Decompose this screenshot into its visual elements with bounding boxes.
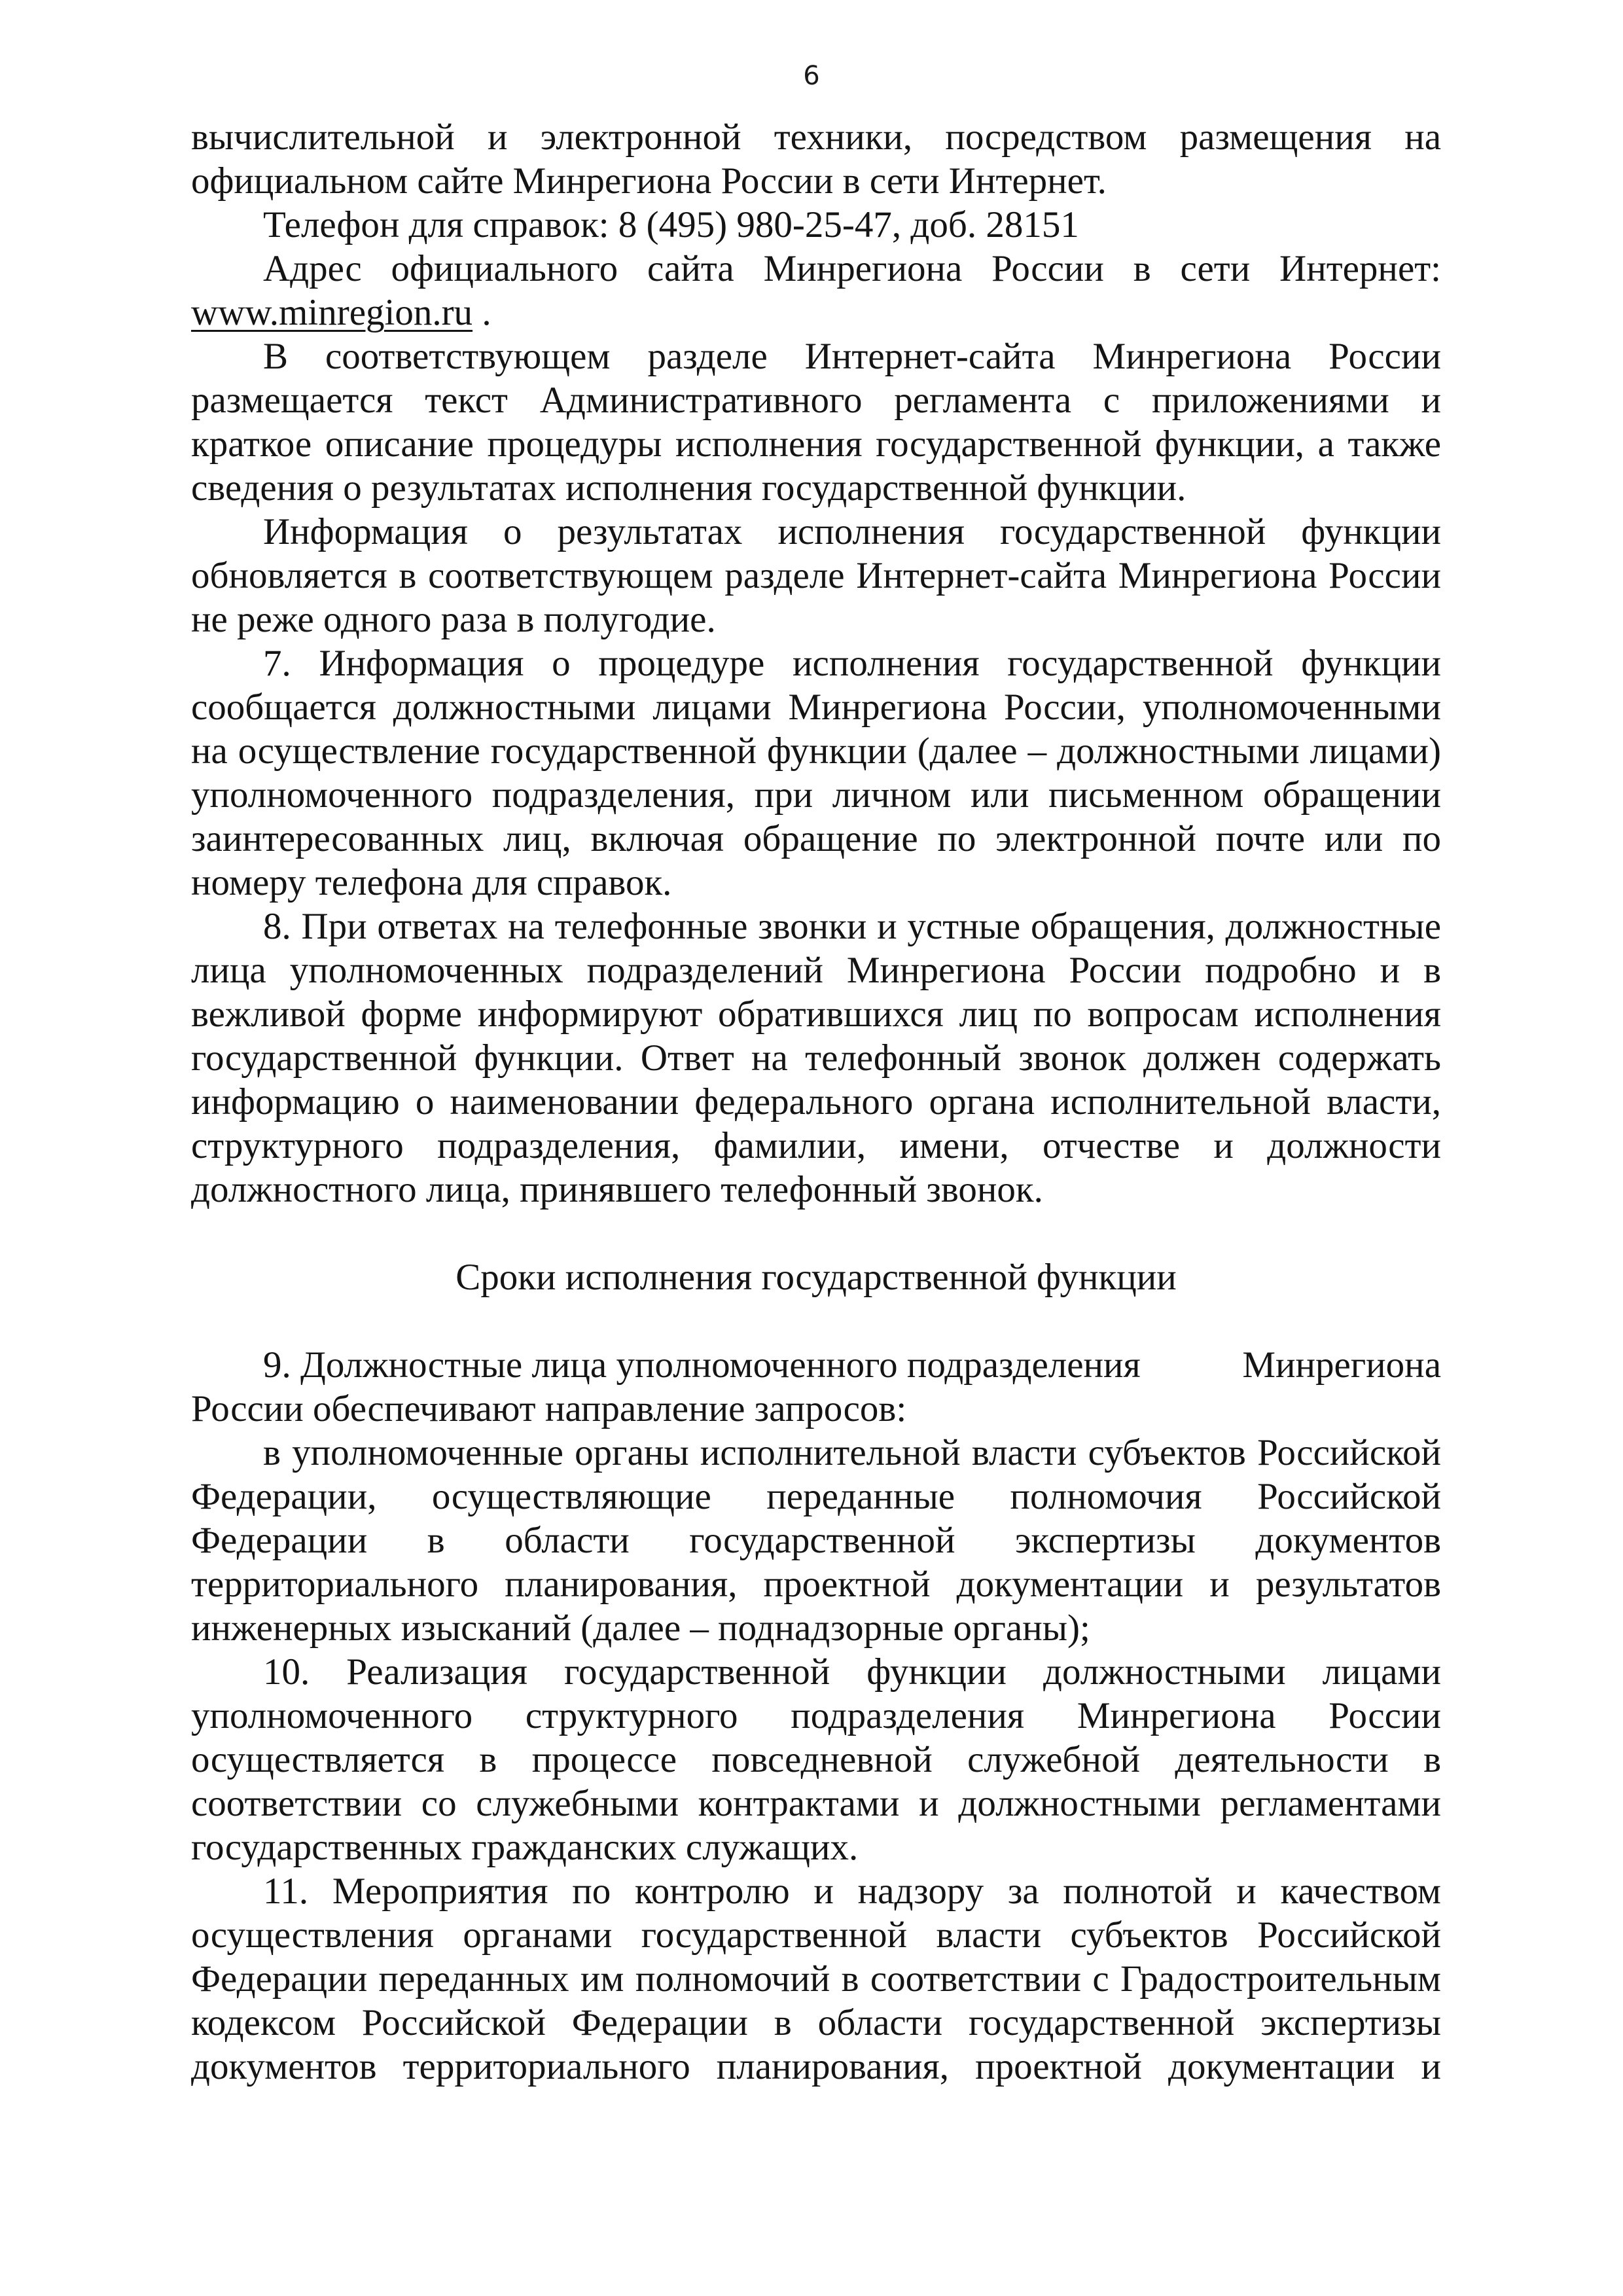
section-heading: Сроки исполнения государственной функции (455, 1257, 1177, 1298)
paragraph-line: Федерации в области государственной экспертизы документов (191, 1520, 1441, 1561)
website-link[interactable]: www.minregion.ru (191, 292, 473, 333)
spacer (191, 1211, 1441, 1255)
paragraph-line: Федерации переданных им полномочий в соответствии с Градостроительным (191, 1958, 1441, 2000)
paragraph-line: Федерации, осуществляющие переданные полномочия Российской (191, 1476, 1441, 1517)
paragraph-line: размещается текст Административного регламента с приложениями и (191, 380, 1441, 421)
paragraph-line: официальном сайте Минрегиона России в сети Интернет. (191, 160, 1107, 202)
paragraph-line: Информация о результатах исполнения государственной функции (263, 511, 1441, 552)
paragraph-line: лица уполномоченных подразделений Минрегиона России подробно и в (191, 950, 1441, 991)
paragraph-line: государственной функции. Ответ на телефонный звонок должен содержать (191, 1037, 1441, 1079)
paragraph-line: осуществляется в процессе повседневной служебной деятельности в (191, 1739, 1441, 1780)
paragraph-line: 7. Информация о процедуре исполнения государственной функции (263, 643, 1441, 684)
spacer (191, 1299, 1441, 1343)
website-link-suffix: . (473, 292, 491, 333)
paragraph-line: не реже одного раза в полугодие. (191, 599, 716, 640)
paragraph-line: вежливой форме информируют обратившихся лиц по вопросам исполнения (191, 994, 1441, 1035)
item-9-first-line (191, 1343, 1441, 1387)
item-9-first-right: Минрегиона (1242, 1344, 1441, 1386)
paragraph-line: России обеспечивают направление запросов: (191, 1388, 907, 1429)
paragraph-line: вычислительной и электронной техники, посредством размещения на (191, 117, 1441, 158)
paragraph-line: территориального планирования, проектной документации и результатов (191, 1564, 1441, 1605)
paragraph-line: заинтересованных лиц, включая обращение по электронной почте или по (191, 818, 1441, 859)
website-line (191, 291, 1441, 334)
paragraph-line: сообщается должностными лицами Минрегиона России, уполномоченными (191, 687, 1441, 728)
paragraph-line: осуществления органами государственной власти субъектов Российской (191, 1914, 1441, 1956)
paragraph-line: государственных гражданских служащих. (191, 1827, 859, 1868)
paragraph-line: номеру телефона для справок. (191, 862, 672, 903)
paragraph-line: соответствии со служебными контрактами и должностными регламентами (191, 1783, 1441, 1824)
item-9-first-left: 9. Должностные лица уполномоченного подразделения (263, 1344, 1141, 1386)
paragraph-line: на осуществление государственной функции (далее – должностными лицами) (191, 730, 1441, 772)
paragraph-line: 8. При ответах на телефонные звонки и устные обращения, должностные (263, 906, 1441, 947)
paragraph-line: документов территориального планирования, проектной документации и (191, 2046, 1441, 2087)
paragraph-line: обновляется в соответствующем разделе Интернет-сайта Минрегиона России (191, 555, 1441, 596)
phone-line: Телефон для справок: 8 (495) 980-25-47, доб. 28151 (263, 204, 1079, 245)
paragraph-line: 11. Мероприятия по контролю и надзору за полнотой и качеством (263, 1871, 1441, 1912)
paragraph-line: кодексом Российской Федерации в области государственной экспертизы (191, 2002, 1441, 2043)
paragraph-line: сведения о результатах исполнения государственной функции. (191, 467, 1186, 509)
document-body (191, 115, 1441, 2089)
paragraph-line: структурного подразделения, фамилии, имени, отчестве и должности (191, 1125, 1441, 1166)
paragraph-line: должностного лица, принявшего телефонный звонок. (191, 1169, 1043, 1210)
paragraph-line: В соответствующем разделе Интернет-сайта Минрегиона России (263, 336, 1441, 377)
paragraph-line: информацию о наименовании федерального органа исполнительной власти, (191, 1081, 1441, 1122)
paragraph-line: 10. Реализация государственной функции должностными лицами (263, 1651, 1441, 1693)
paragraph-line: инженерных изысканий (далее – поднадзорные органы); (191, 1607, 1090, 1649)
paragraph-line: уполномоченного структурного подразделения Минрегиона России (191, 1695, 1441, 1736)
paragraph-line: уполномоченного подразделения, при личном или письменном обращении (191, 774, 1441, 816)
paragraph-line: краткое описание процедуры исполнения государственной функции, а также (191, 423, 1441, 465)
page-number: 6 (803, 61, 820, 91)
website-label-line: Адрес официального сайта Минрегиона России в сети Интернет: (263, 248, 1441, 289)
paragraph-line: в уполномоченные органы исполнительной власти субъектов Российской (263, 1432, 1441, 1473)
